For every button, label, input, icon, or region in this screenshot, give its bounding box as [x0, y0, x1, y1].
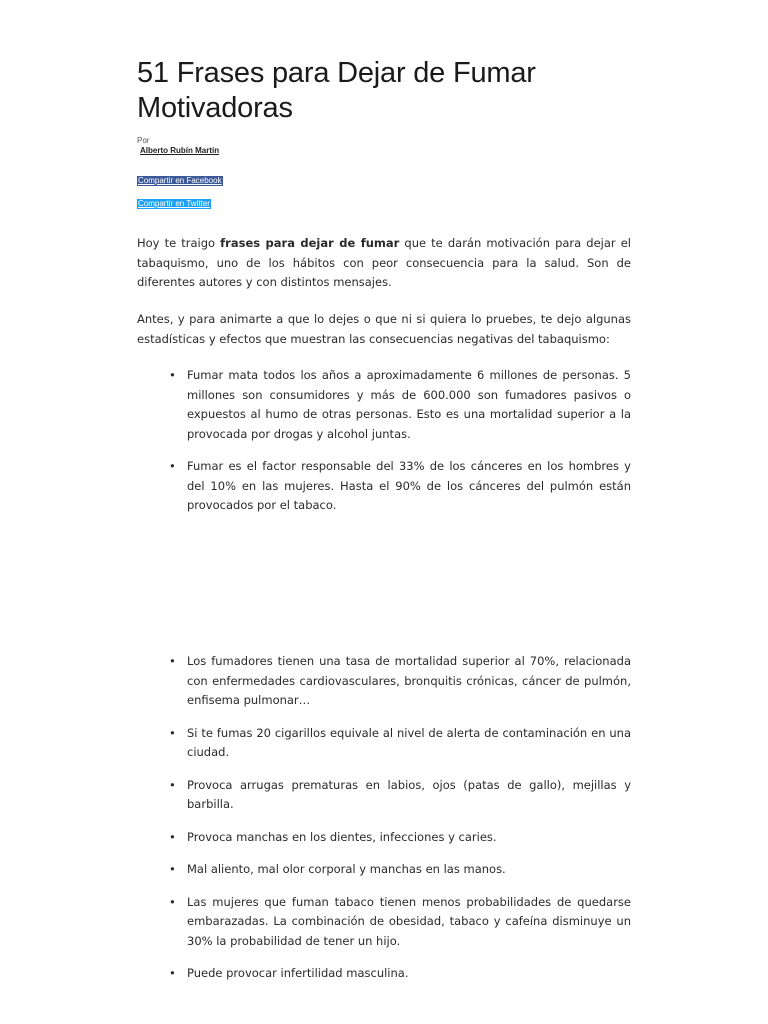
list-item	[169, 366, 631, 444]
bullet-icon: •	[169, 862, 176, 876]
list-item-text: Provoca arrugas prematuras en labios, ojos (patas de gallo), mejillas y barbilla.	[187, 777, 631, 811]
bullet-icon: •	[169, 654, 176, 668]
bullet-icon: •	[169, 829, 176, 844]
intro-text-after: que te darán motivación para dejar el tabaquismo, uno de los hábitos con peor consecuencia para la salud. Son de diferentes autores y con distintos mensajes.	[137, 236, 632, 289]
list-item-text: Fumar mata todos los años a aproximadamente 6 millones de personas. 5 millones son consumidores y más de 600.000 son fumadores pasivos o expuestos al humo de otras personas. Esto es una mortalidad superior a la provocada por drogas y alcohol juntas.	[187, 368, 631, 441]
bullet-icon: •	[169, 725, 176, 740]
list-item	[169, 652, 631, 711]
byline-prefix: Por	[137, 136, 150, 145]
list-item	[169, 828, 631, 848]
author-link[interactable]: Alberto Rubín Martín	[140, 146, 220, 155]
list-item	[169, 457, 631, 516]
bullet-icon: •	[169, 777, 176, 792]
article-title: 51 Frases para Dejar de Fumar Motivadoras	[137, 57, 536, 124]
stats-intro-paragraph: Antes, y para animarte a que lo dejes o que ni si quiera lo pruebes, te dejo algunas estadísticas y efectos que muestran las consecuencias negativas del tabaquismo:	[137, 312, 631, 346]
bullet-icon: •	[169, 459, 176, 473]
list-item-text: Los fumadores tienen una tasa de mortalidad superior al 70%, relacionada con enfermedades cardiovasculares, bronquitis crónicas, cáncer de pulmón, enfisema pulmonar…	[187, 654, 631, 707]
bullet-icon: •	[169, 966, 176, 980]
byline	[137, 136, 631, 155]
list-item-text: Puede provocar infertilidad masculina.	[187, 966, 409, 980]
list-item-text: Las mujeres que fuman tabaco tienen menos probabilidades de quedarse embarazadas. La combinación de obesidad, tabaco y cafeína disminuye un 30% la probabilidad de tener un hijo.	[187, 894, 631, 948]
list-item	[169, 893, 631, 952]
list-item-text: Mal aliento, mal olor corporal y manchas en las manos.	[187, 862, 506, 876]
article	[137, 56, 632, 980]
intro-bold-keyword: frases para dejar de fumar	[220, 236, 400, 250]
list-item	[169, 776, 631, 815]
share-twitter-link[interactable]: Compartir en Twitter	[138, 199, 210, 208]
bullet-icon: •	[169, 368, 176, 382]
list-item-text: Si te fumas 20 cigarillos equivale al nivel de alerta de contaminación en una ciudad.	[187, 725, 631, 759]
bullet-icon: •	[169, 894, 176, 909]
intro-paragraph	[137, 234, 631, 293]
intro-text-before: Hoy te traigo	[137, 236, 221, 250]
share-facebook-link[interactable]: Compartir en Facebook	[138, 176, 222, 185]
list-item	[169, 724, 631, 763]
list-item-text: Fumar es el factor responsable del 33% de los cánceres en los hombres y del 10% en las mujeres. Hasta el 90% de los cánceres del pulmón están provocados por el tabaco.	[187, 459, 631, 512]
list-item	[169, 964, 631, 984]
list-item-text: Provoca manchas en los dientes, infecciones y caries.	[187, 829, 497, 844]
facts-list-bottom	[169, 652, 631, 997]
facts-list-top	[169, 366, 631, 529]
list-item	[169, 860, 631, 880]
